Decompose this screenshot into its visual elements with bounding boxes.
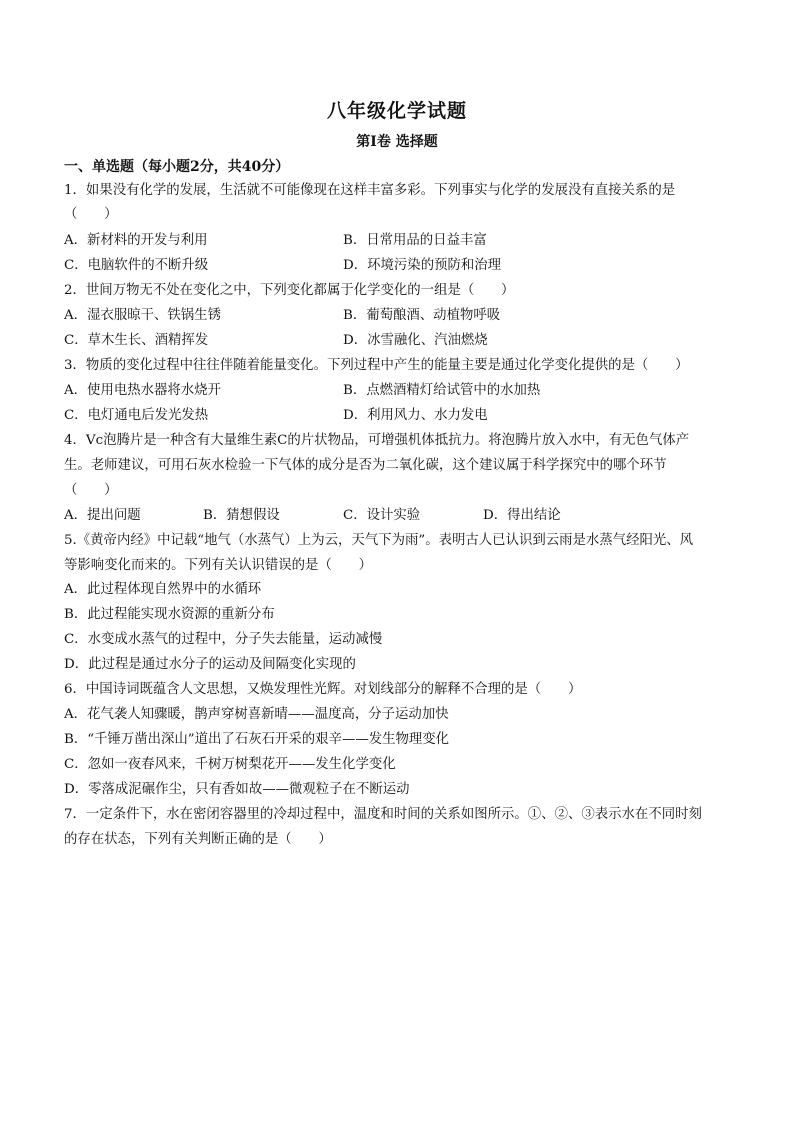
q1-option-a: A．新材料的开发与利用: [64, 233, 208, 248]
q5-stem-line-1: 5.《黄帝内经》中记载“地气（水蒸气）上为云，天气下为雨”。表明古人已认识到云雨是水蒸气经阳光、风: [64, 533, 694, 548]
q3-option-c: C．电灯通电后发光发热: [64, 408, 209, 423]
q6-option-d: D．零落成泥碾作尘，只有香如故——微观粒子在不断运动: [64, 782, 410, 797]
q3-option-b: B．点燃酒精灯给试管中的水加热: [343, 383, 541, 398]
q1-stem-line-1: 1．如果没有化学的发展，生活就不可能像现在这样丰富多彩。下列事实与化学的发展没有直接关系的是: [64, 183, 676, 198]
q5-option-d: D．此过程是通过水分子的运动及间隔变化实现的: [64, 657, 356, 672]
q6-option-b: B．“千锤万凿出深山”道出了石灰石开采的艰辛——发生物理变化: [64, 732, 450, 747]
q5-option-c: C．水变成水蒸气的过程中，分子失去能量，运动减慢: [64, 632, 383, 647]
q4-option-c: C．设计实验: [343, 508, 421, 523]
q4-answer-blank: （ ）: [64, 483, 118, 498]
q5-option-b: B．此过程能实现水资源的重新分布: [64, 607, 275, 622]
q2-option-c: C．草木生长、酒精挥发: [64, 333, 209, 348]
q2-stem-line-1: 2．世间万物无不处在变化之中，下列变化都属于化学变化的一组是（ ）: [64, 283, 515, 298]
q2-option-b: B．葡萄酿酒、动植物呼吸: [343, 308, 501, 323]
q4-option-a: A．提出问题: [64, 508, 141, 523]
q4-stem-line-1: 4．Vc泡腾片是一种含有大量维生素C的片状物品，可增强机体抵抗力。将泡腾片放入水中，有无色气体产: [64, 433, 690, 448]
q6-option-a: A．花气袭人知骤暖，鹊声穿树喜新晴——温度高，分子运动加快: [64, 707, 449, 722]
q6-option-c: C．忽如一夜春风来，千树万树梨花开——发生化学变化: [64, 757, 396, 772]
q4-option-d: D．得出结论: [483, 508, 561, 523]
q3-option-d: D．利用风力、水力发电: [343, 408, 488, 423]
q4-option-b: B．猜想假设: [203, 508, 280, 523]
q2-option-a: A．湿衣服晾干、铁锅生锈: [64, 308, 221, 323]
q1-answer-blank: （ ）: [64, 207, 118, 222]
q1-option-d: D．环境污染的预防和治理: [343, 258, 502, 273]
q3-option-a: A．使用电热水器将水烧开: [64, 383, 221, 398]
q5-option-a: A．此过程体现自然界中的水循环: [64, 582, 262, 597]
q1-option-c: C．电脑软件的不断升级: [64, 258, 209, 273]
q4-stem-line-2: 生。老师建议，可用石灰水检验一下气体的成分是否为二氧化碳，这个建议属于科学探究中的哪个环节: [64, 458, 667, 473]
q5-stem-line-2: 等影响变化而来的。下列有关认识错误的是（ ）: [64, 558, 372, 573]
q7-stem-line-1: 7．一定条件下，水在密闭容器里的冷却过程中，温度和时间的关系如图所示。①、②、③表示水在不同时刻: [64, 807, 702, 822]
q7-stem-line-2: 的存在状态，下列有关判断正确的是（ ）: [64, 832, 332, 847]
exam-title: 八年级化学试题: [326, 100, 467, 122]
q6-stem-line-1: 6．中国诗词既蕴含人文思想，又焕发理性光辉。对划线部分的解释不合理的是（ ）: [64, 682, 582, 697]
q3-stem-line-1: 3．物质的变化过程中往往伴随着能量变化。下列过程中产生的能量主要是通过化学变化提供的是（ ）: [64, 358, 689, 373]
q2-option-d: D．冰雪融化、汽油燃烧: [343, 333, 488, 348]
volume-title: 第Ⅰ卷 选择题: [356, 134, 438, 150]
section-heading: 一、单选题（每小题2分，共40分）: [64, 159, 290, 175]
q1-option-b: B．日常用品的日益丰富: [343, 233, 487, 248]
